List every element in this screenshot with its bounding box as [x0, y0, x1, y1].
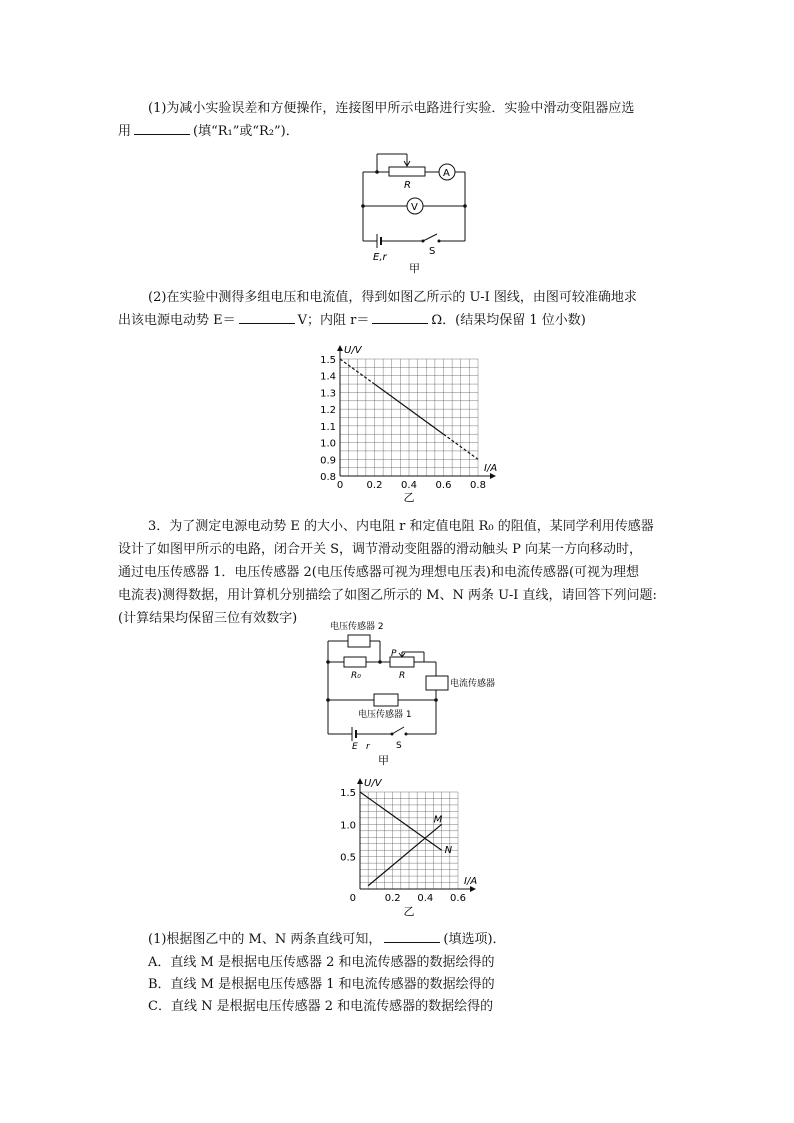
origin-label: 0 [349, 893, 356, 904]
label-er: E,r [373, 252, 387, 263]
y-tick-label: 0.5 [340, 852, 356, 864]
ammeter-label: A [443, 168, 450, 179]
ui-graph-2 [330, 770, 490, 920]
q1-part1-text-c: (填“R₁”或“R₂”)． [193, 124, 299, 139]
q3-line4 [118, 584, 678, 607]
answer-blank-1[interactable] [134, 120, 190, 135]
q3-sub1-text-a: (1)根据图乙中的 M、N 两条直线可知， [148, 932, 382, 947]
q1-part2-text-a: (2)在实验中测得多组电压和电流值，得到如图乙所示的 U-I 图线，由图可较准确地求 [148, 290, 637, 305]
q1-part1-line2 [118, 120, 678, 143]
q1-part1-line1 [118, 97, 678, 120]
label-current-sensor: 电流传感器 [450, 679, 496, 689]
q3-text-l4: 电流表)测得数据，用计算机分别描绘了如图乙所示的 M、N 两条 U-I 直线，请回答下列问题: [118, 588, 657, 603]
series-line-m [368, 824, 442, 885]
x-tick-label: 0.4 [401, 480, 417, 491]
x-axis-label: I/A [464, 876, 478, 887]
circuit-diagram-2 [318, 618, 508, 768]
label-voltage-sensor-1: 电压传感器 1 [358, 710, 412, 720]
x-tick-label: 0.2 [384, 893, 401, 904]
q3-line3 [118, 561, 678, 584]
q3-sub1-text-b: (填选项)． [443, 932, 506, 947]
q3-line2 [118, 538, 678, 561]
label-r0: R₀ [351, 671, 361, 681]
y-tick-label: 0.8 [320, 472, 336, 483]
x-tick-label: 0.4 [417, 893, 434, 904]
y-axis-arrow [337, 345, 343, 351]
ui-graph-1 [310, 335, 520, 505]
option-a: A．直线 M 是根据电压传感器 2 和电流传感器的数据绘得的 [148, 955, 495, 970]
x-tick-label: 0.6 [435, 480, 452, 491]
y-tick-label: 1.4 [320, 371, 336, 383]
series-label-n: N [444, 845, 453, 857]
q3-text-l3: 通过电压传感器 1．电压传感器 2(电压传感器可视为理想电压表)和电流传感器(可视为理想 [118, 565, 640, 580]
label-p: P [391, 649, 397, 659]
option-b: B．直线 M 是根据电压传感器 1 和电流传感器的数据绘得的 [148, 977, 495, 992]
x-tick-label: 0 [336, 480, 344, 491]
q1-part2-text-c: V；内阻 r＝ [297, 313, 370, 328]
answer-blank-e[interactable] [239, 309, 295, 324]
y-tick-label: 1.0 [320, 438, 336, 450]
q3-text-l1: 3．为了测定电源电动势 E 的大小、内电阻 r 和定值电阻 R₀ 的阻值，某同学利用传感器 [148, 519, 654, 534]
q1-part2-text-d: Ω．(结果均保留 1 位小数) [431, 313, 586, 328]
label-voltage-sensor-2: 电压传感器 2 [330, 622, 384, 632]
q3-sub1-line [118, 928, 678, 951]
label-r: R [404, 180, 411, 191]
chart-caption: 乙 [403, 491, 415, 504]
series-label-m: M [433, 814, 443, 826]
figure-caption-jia-1: 甲 [409, 262, 420, 275]
circuit-diagram-1 [355, 148, 475, 276]
y-axis-arrow [357, 778, 363, 784]
label-s: S [396, 741, 402, 751]
label-r-internal: r [366, 742, 370, 752]
y-axis-label: U/V [344, 345, 362, 356]
y-axis-label: U/V [364, 778, 382, 789]
q3-text-l2: 设计了如图甲所示的电路，闭合开关 S，调节滑动变阻器的滑动触头 P 向某一方向移动时， [118, 542, 643, 557]
q1-part1-text-b: 用 [118, 124, 132, 139]
q1-part1-text-a: (1)为减小实验误差和方便操作，连接图甲所示电路进行实验．实验中滑动变阻器应选 [148, 101, 635, 116]
chart-caption: 乙 [403, 905, 415, 918]
x-tick-label: 0.8 [470, 480, 486, 491]
y-tick-label: 0.9 [320, 455, 336, 467]
q3-line1 [118, 515, 678, 538]
q1-part2-line2 [118, 309, 678, 332]
figure-caption-jia-2: 甲 [378, 754, 389, 767]
x-tick-label: 0.6 [450, 893, 466, 904]
y-tick-label: 1.5 [340, 788, 356, 799]
label-r: R [399, 671, 406, 681]
y-tick-label: 1.5 [320, 355, 336, 366]
q3-text-l5: (计算结果均保留三位有效数字) [118, 611, 298, 626]
q1-part2-text-b: 出该电源电动势 E＝ [118, 313, 236, 328]
answer-blank-choice[interactable] [384, 928, 440, 943]
voltmeter-label: V [411, 202, 418, 213]
x-tick-label: 0.2 [366, 480, 383, 491]
label-e: E [352, 742, 358, 752]
label-s: S [429, 246, 436, 257]
y-tick-label: 1.2 [320, 405, 336, 417]
x-axis-label: I/A [484, 463, 498, 474]
option-c: C．直线 N 是根据电压传感器 2 和电流传感器的数据绘得的 [148, 999, 494, 1014]
y-tick-label: 1.3 [320, 388, 336, 400]
q1-part2-line1 [118, 286, 678, 309]
answer-blank-r[interactable] [372, 309, 428, 324]
y-tick-label: 1.0 [340, 820, 356, 832]
y-tick-label: 1.1 [320, 421, 336, 433]
